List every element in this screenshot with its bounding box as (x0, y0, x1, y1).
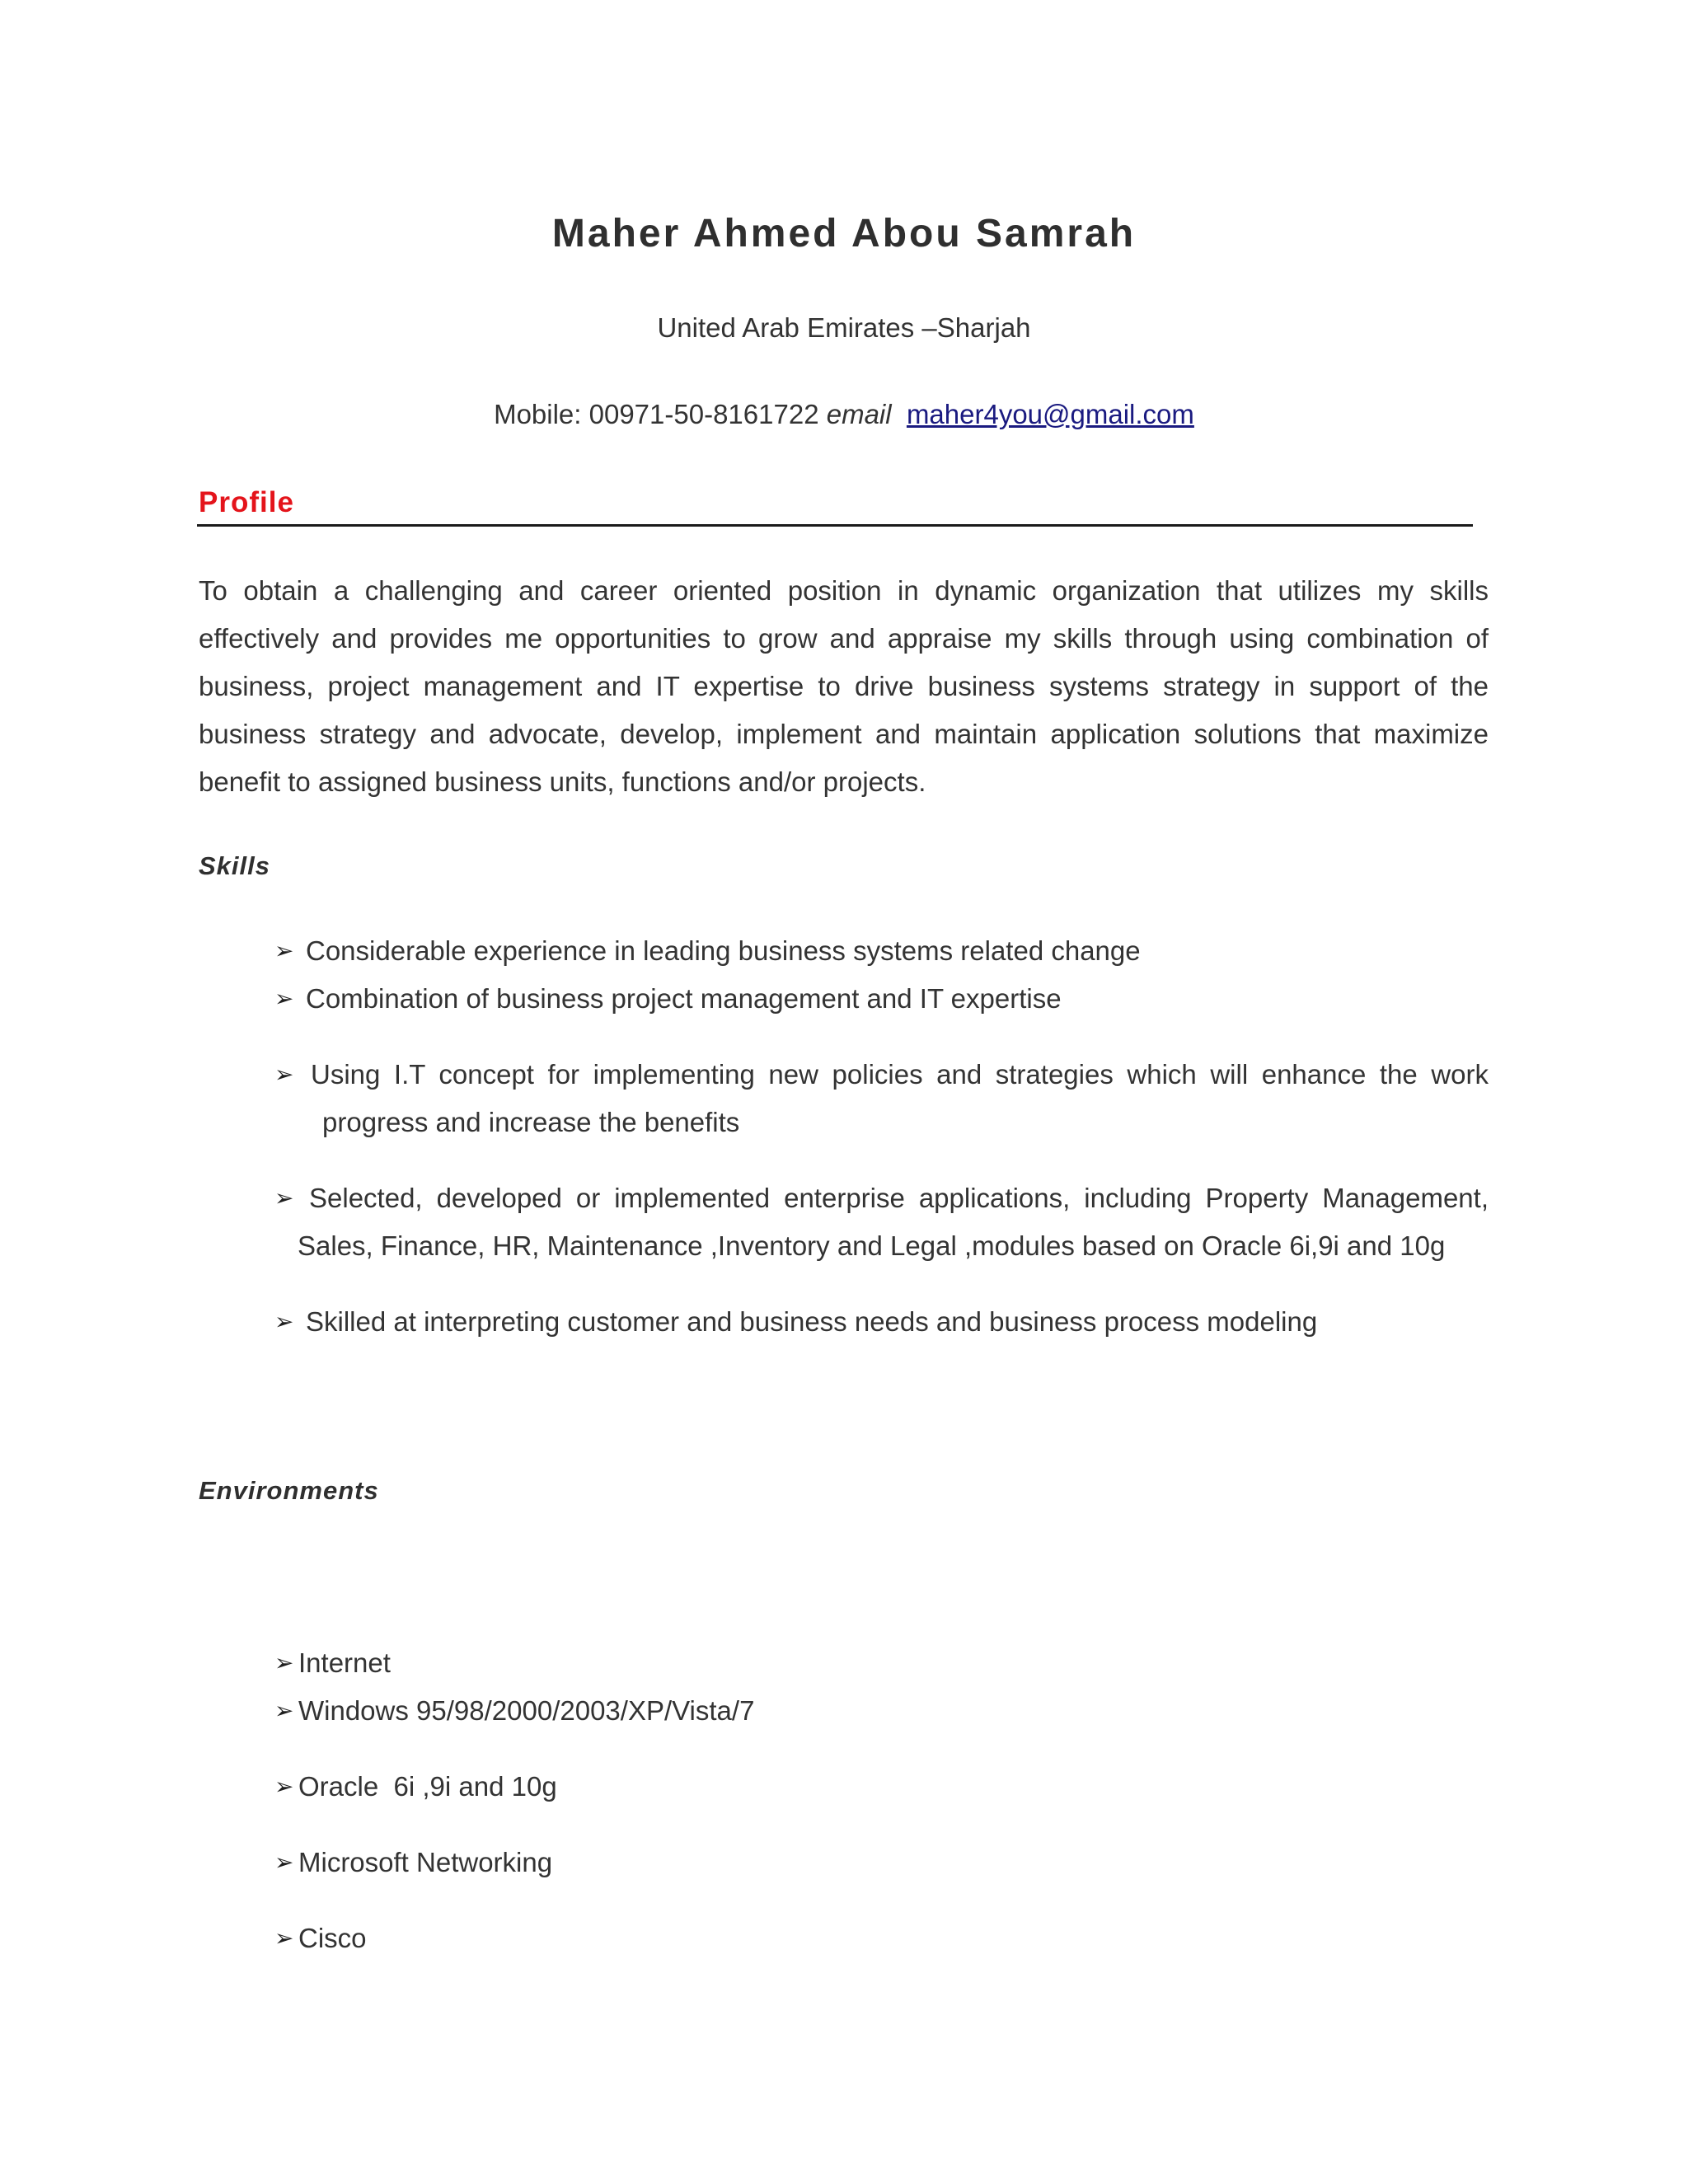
environments-heading: Environments (199, 1476, 379, 1505)
skill-text: Considerable experience in leading business systems related change (306, 935, 1141, 966)
skill-text: Skilled at interpreting customer and business needs and business process modeling (306, 1306, 1318, 1337)
skill-text: Combination of business project management and IT expertise (306, 983, 1062, 1014)
environment-text: Oracle 6i ,9i and 10g (298, 1771, 557, 1802)
arrowhead-bullet-icon: ➢ (274, 1185, 294, 1211)
skills-heading: Skills (199, 851, 270, 880)
arrowhead-bullet-icon: ➢ (274, 1062, 294, 1087)
skill-text: Using I.T concept for implementing new policies and strategies which will enhance the work progress and increase the benefits (311, 1059, 1489, 1137)
skill-item (274, 975, 1489, 1023)
environment-text: Internet (298, 1647, 391, 1678)
skill-item (274, 1174, 1489, 1270)
arrowhead-bullet-icon: ➢ (274, 1650, 294, 1675)
skill-item (274, 1298, 1489, 1346)
environment-item (274, 1639, 1264, 1687)
environment-item (274, 1839, 1264, 1886)
contact-line (0, 399, 1688, 430)
arrowhead-bullet-icon: ➢ (274, 1849, 294, 1875)
arrowhead-bullet-icon: ➢ (274, 1309, 294, 1334)
mobile-number: Mobile: 00971-50-8161722 (494, 399, 819, 429)
arrowhead-bullet-icon: ➢ (274, 1925, 294, 1951)
environment-item (274, 1915, 1264, 1962)
arrowhead-bullet-icon: ➢ (274, 1698, 294, 1723)
skill-text: Selected, developed or implemented enterprise applications, including Property Management, Sales, Finance, HR, Maintenance ,Inventory and Legal ,modules based on Oracle 6i,9i and 10g (298, 1183, 1489, 1261)
email-label: email (826, 399, 892, 429)
profile-paragraph: To obtain a challenging and career oriented position in dynamic organization that utilizes my skills effectively and provides me opportunities to grow and appraise my skills through using combination of business, project management and IT expertise to drive business systems strategy in support of the business strategy and advocate, develop, implement and maintain application solutions that maximize benefit to assigned business units, functions and/or projects. (199, 575, 1489, 797)
skill-item (274, 1051, 1489, 1146)
environment-item (274, 1687, 1264, 1735)
skill-item (274, 927, 1489, 975)
arrowhead-bullet-icon: ➢ (274, 1774, 294, 1799)
location: United Arab Emirates –Sharjah (657, 312, 1031, 343)
environment-item (274, 1763, 1264, 1811)
environment-text: Microsoft Networking (298, 1847, 553, 1877)
candidate-name: Maher Ahmed Abou Samrah (551, 212, 1137, 255)
profile-heading: Profile (199, 486, 294, 518)
environment-text: Cisco (298, 1923, 367, 1953)
arrowhead-bullet-icon: ➢ (274, 986, 294, 1011)
email-link[interactable]: maher4you@gmail.com (906, 399, 1194, 429)
arrowhead-bullet-icon: ➢ (274, 938, 294, 963)
environment-text: Windows 95/98/2000/2003/XP/Vista/7 (298, 1695, 755, 1726)
section-divider (197, 524, 1473, 527)
